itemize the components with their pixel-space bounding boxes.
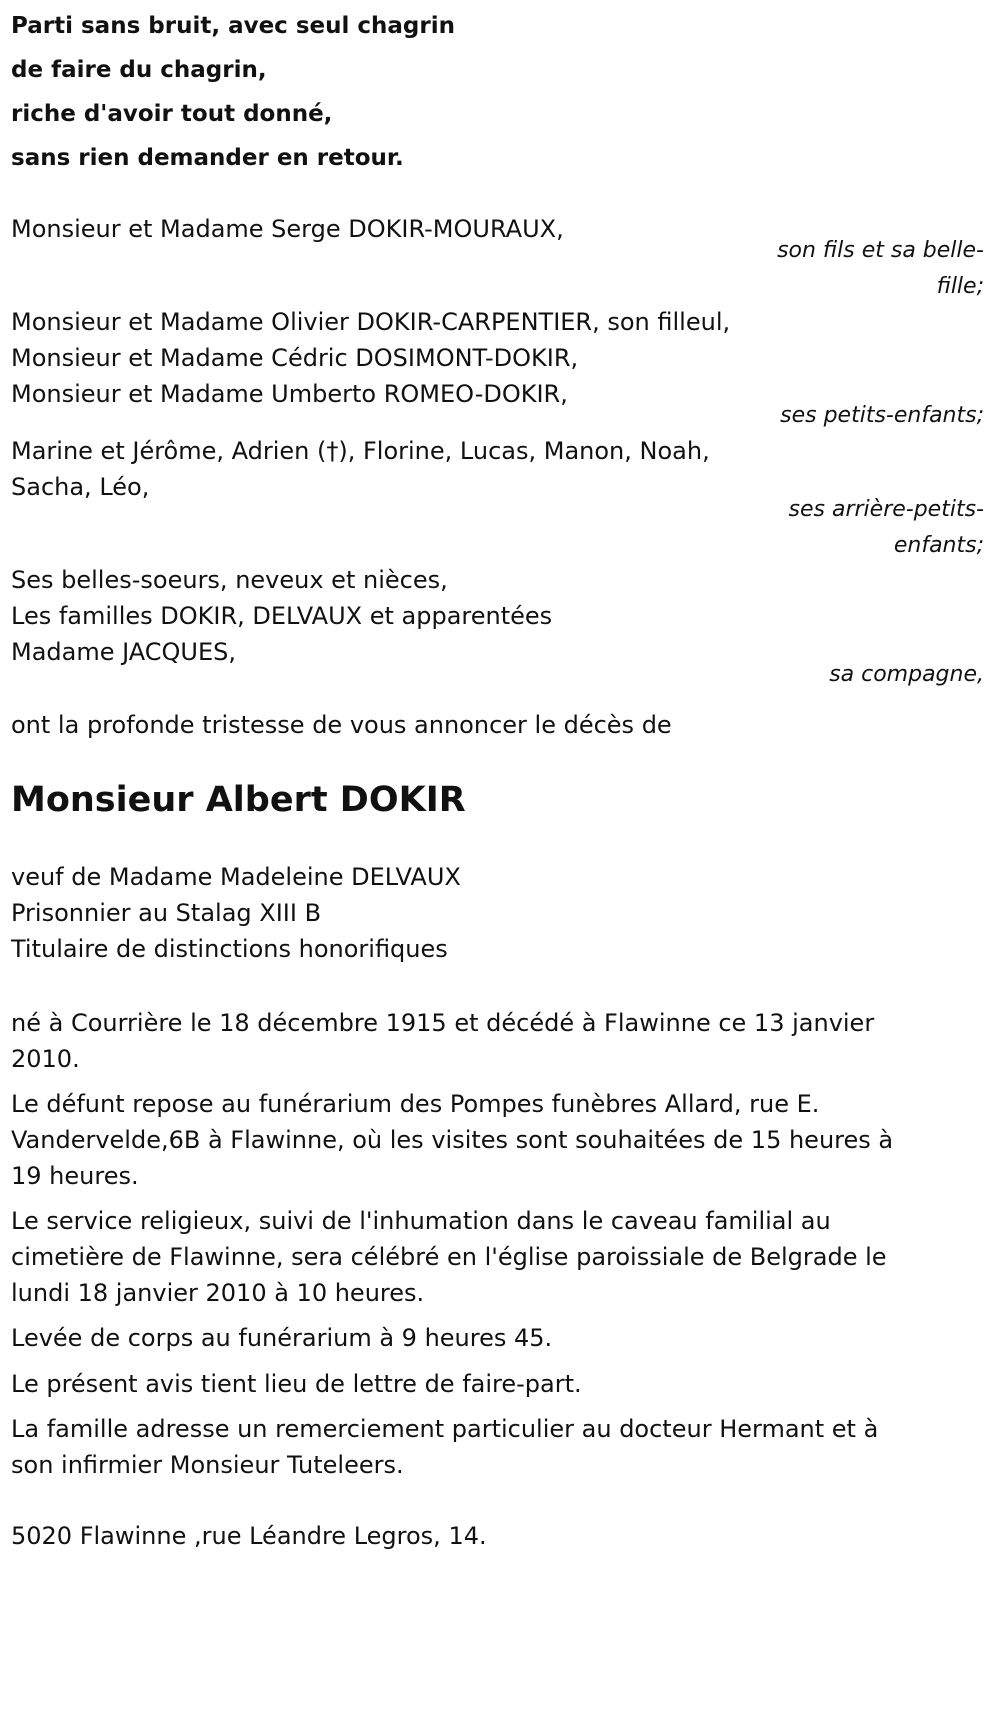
- poem-line: Parti sans bruit, avec seul chagrin: [11, 13, 455, 39]
- family-great-grandchildren-role: ses arrière-petits-: [788, 497, 984, 522]
- family-grandchild-line: Monsieur et Madame Olivier DOKIR-CARPENTIER, son filleul,: [11, 308, 731, 336]
- family-other-line: Les familles DOKIR, DELVAUX et apparentées: [11, 602, 553, 630]
- service-line: cimetière de Flawinne, sera célébré en l'église paroissiale de Belgrade le: [11, 1243, 887, 1271]
- birth-death-line: né à Courrière le 18 décembre 1915 et décédé à Flawinne ce 13 janvier: [11, 1009, 875, 1037]
- deceased-detail-line: Titulaire de distinctions honorifiques: [11, 935, 448, 963]
- family-other-line: Madame JACQUES,: [11, 638, 237, 666]
- thanks-line: La famille adresse un remerciement particulier au docteur Hermant et à: [11, 1415, 879, 1443]
- family-other-line: Ses belles-soeurs, neveux et nièces,: [11, 566, 448, 594]
- family-grandchild-line: Monsieur et Madame Cédric DOSIMONT-DOKIR,: [11, 344, 579, 372]
- service-line: Le service religieux, suivi de l'inhumation dans le caveau familial au: [11, 1207, 831, 1235]
- funerarium-line: Le défunt repose au funérarium des Pompes funèbres Allard, rue E.: [11, 1090, 820, 1118]
- funerarium-line: 19 heures.: [11, 1162, 139, 1190]
- family-companion-role: sa compagne,: [829, 662, 984, 687]
- funerarium-line: Vandervelde,6B à Flawinne, où les visites sont souhaitées de 15 heures à: [11, 1126, 894, 1154]
- family-great-grandchildren-role: enfants;: [893, 533, 984, 558]
- service-line: lundi 18 janvier 2010 à 10 heures.: [11, 1279, 425, 1307]
- family-great-grandchild-line: Sacha, Léo,: [11, 473, 150, 501]
- avis-line: Le présent avis tient lieu de lettre de faire-part.: [11, 1370, 582, 1398]
- family-son-role: fille;: [936, 274, 984, 299]
- poem-line: sans rien demander en retour.: [11, 145, 404, 171]
- family-son-line: Monsieur et Madame Serge DOKIR-MOURAUX,: [11, 215, 564, 243]
- poem-line: riche d'avoir tout donné,: [11, 101, 333, 127]
- family-son-role: son fils et sa belle-: [777, 238, 984, 263]
- family-great-grandchild-line: Marine et Jérôme, Adrien (†), Florine, Lucas, Manon, Noah,: [11, 437, 710, 465]
- birth-death-line: 2010.: [11, 1045, 80, 1073]
- deceased-detail-line: veuf de Madame Madeleine DELVAUX: [11, 863, 461, 891]
- deceased-name: Monsieur Albert DOKIR: [11, 780, 466, 820]
- deceased-detail-line: Prisonnier au Stalag XIII B: [11, 899, 322, 927]
- announcement-text: ont la profonde tristesse de vous annoncer le décès de: [11, 711, 672, 739]
- family-grandchild-line: Monsieur et Madame Umberto ROMEO-DOKIR,: [11, 380, 568, 408]
- family-grandchildren-role: ses petits-enfants;: [780, 403, 984, 428]
- levee-line: Levée de corps au funérarium à 9 heures 45.: [11, 1324, 553, 1352]
- thanks-line: son infirmier Monsieur Tuteleers.: [11, 1451, 404, 1479]
- poem-line: de faire du chagrin,: [11, 57, 267, 83]
- address-line: 5020 Flawinne ,rue Léandre Legros, 14.: [11, 1522, 487, 1550]
